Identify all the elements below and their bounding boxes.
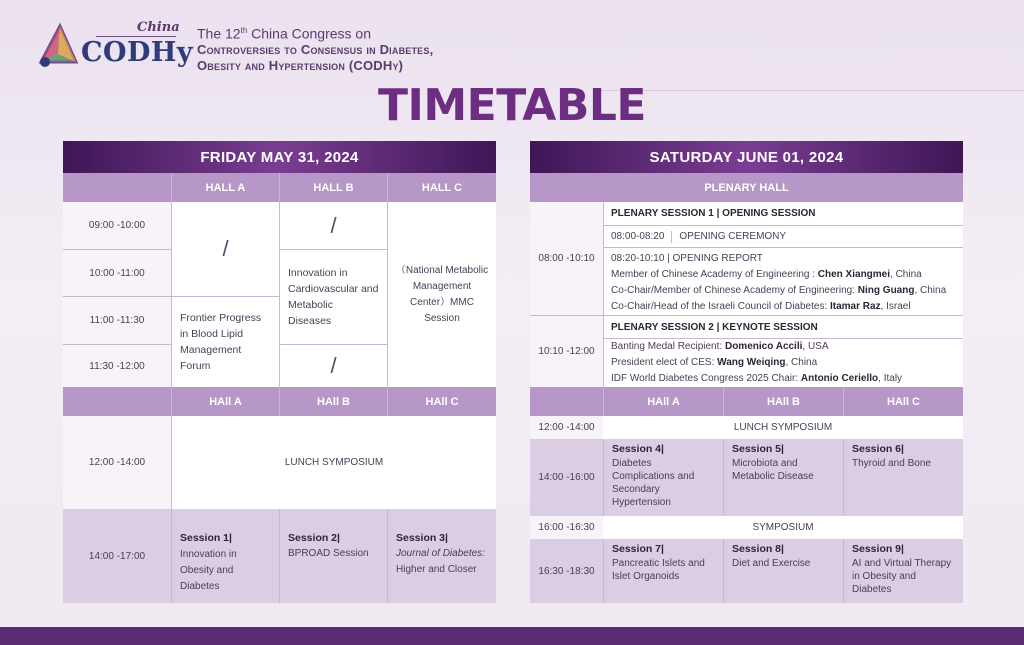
congress-line-3: Obesity and Hypertension (CODHy) — [197, 57, 404, 73]
saturday-lunch-time: 12:00 -14:00 — [530, 416, 603, 439]
saturday-hall-a-header: HAll A — [603, 387, 723, 416]
friday-hall-a-session: Frontier Progress in Blood Lipid Management Forum — [171, 296, 279, 387]
friday-session-3: Session 3| Journal of Diabetes: Higher and Closer — [387, 509, 496, 603]
saturday-session-9: Session 9| AI and Virtual Therapy in Obesity and Diabetes — [843, 539, 963, 603]
saturday-session-4: Session 4| Diabetes Complications and Secondary Hypertension — [603, 439, 723, 516]
saturday-header-blank — [530, 387, 603, 416]
saturday-session-8: Session 8| Diet and Exercise — [723, 539, 843, 603]
p2-speaker-3: IDF World Diabetes Congress 2025 Chair: Antonio Ceriello, Italy — [611, 373, 903, 384]
ceremony-divider — [671, 231, 672, 243]
saturday-block2-time: 16:30 -18:30 — [530, 539, 603, 603]
friday-hall-c-session: （National Metabolic Management Center）MMC Session — [387, 202, 496, 387]
friday-panel — [63, 141, 496, 603]
plenary-1-title: PLENARY SESSION 1 | OPENING SESSION — [603, 202, 963, 225]
friday-pm-hall-a-header: HAll A — [171, 387, 279, 416]
codhy-logo — [38, 20, 194, 75]
saturday-hall-c-header: HAll C — [843, 387, 963, 416]
saturday-symposium: SYMPOSIUM — [752, 522, 814, 533]
friday-session-1: Session 1| Innovation in Obesity and Diabetes — [171, 509, 279, 603]
plenary-2-title: PLENARY SESSION 2 | KEYNOTE SESSION — [603, 315, 963, 338]
friday-pm-hall-b-header: HAll B — [279, 387, 387, 416]
congress-line-1: The 12th China Congress on — [197, 25, 372, 42]
p2-speaker-1: Banting Medal Recipient: Domenico Accili, USA — [611, 341, 829, 352]
friday-hall-b-empty-top: / — [279, 202, 387, 249]
plenary-hall-header: PLENARY HALL — [530, 173, 963, 202]
congress-line-2: Controversies to Consensus in Diabetes, — [197, 41, 434, 57]
triangle-logo-icon — [38, 22, 80, 72]
friday-session-2: Session 2| BPROAD Session — [279, 509, 387, 603]
p1-speaker-2: Co-Chair/Member of Chinese Academy of Engineering: Ning Guang, China — [611, 285, 947, 296]
saturday-block1-time: 14:00 -16:00 — [530, 439, 603, 516]
saturday-session-6: Session 6| Thyroid and Bone — [843, 439, 963, 516]
p1-speaker-1: Member of Chinese Academy of Engineering : Chen Xiangmei, China — [611, 269, 922, 280]
p2-speaker-2: President elect of CES: Wang Weiqing, China — [611, 357, 818, 368]
friday-header-blank — [63, 173, 171, 202]
friday-time-1100: 11:00 -11:30 — [63, 296, 171, 344]
friday-time-1000: 10:00 -11:00 — [63, 249, 171, 296]
friday-hall-c-header: HALL C — [387, 173, 496, 202]
friday-hall-b-header: HALL B — [279, 173, 387, 202]
logo-codhy-text: CODHy — [81, 37, 194, 68]
friday-hall-a-header: HALL A — [171, 173, 279, 202]
friday-hall-b-session: Innovation in Cardiovascular and Metabolic Diseases — [279, 249, 387, 344]
saturday-session-7: Session 7| Pancreatic Islets and Islet Organoids — [603, 539, 723, 603]
saturday-session-5: Session 5| Microbiota and Metabolic Disease — [723, 439, 843, 516]
friday-hall-b-empty-bottom: / — [279, 344, 387, 387]
friday-pm-header-blank — [63, 387, 171, 416]
friday-lunch-time: 12:00 -14:00 — [63, 416, 171, 509]
friday-pm-hall-c-header: HAll C — [387, 387, 496, 416]
plenary-2-time: 10:10 -12:00 — [530, 315, 603, 387]
p1-speaker-3: Co-Chair/Head of the Israeli Council of Diabetes: Itamar Raz, Israel — [611, 301, 911, 312]
saturday-panel — [530, 141, 963, 603]
saturday-lunch-symposium: LUNCH SYMPOSIUM — [733, 422, 833, 433]
plenary-1-time: 08:00 -10:10 — [530, 202, 603, 315]
friday-lunch-symposium: LUNCH SYMPOSIUM — [171, 416, 496, 509]
keynote-session — [603, 338, 963, 387]
congress-title — [197, 23, 433, 74]
footer-bar — [0, 627, 1024, 645]
saturday-hall-b-header: HAll B — [723, 387, 843, 416]
friday-time-1130: 11:30 -12:00 — [63, 344, 171, 387]
friday-banner: FRIDAY MAY 31, 2024 — [63, 141, 496, 173]
opening-report: 08:20-10:10 | OPENING REPORT Member of Chinese Academy of Engineering : Chen Xiangmei, China Co-Chair/Member of Chinese Academy of Engineering: Ning Guang, China Co-Chair/Head of the Israeli Council of Diabetes: Itamar Raz, Israel — [603, 247, 963, 315]
friday-time-0900: 09:00 -10:00 — [63, 202, 171, 249]
page-title: TIMETABLE — [377, 80, 646, 131]
friday-pm-time: 14:00 -17:00 — [63, 509, 171, 603]
logo-china-text: China — [137, 20, 180, 35]
friday-hall-a-empty: / — [171, 202, 279, 296]
saturday-symp-time: 16:00 -16:30 — [530, 516, 603, 539]
saturday-banner: SATURDAY JUNE 01, 2024 — [530, 141, 963, 173]
opening-ceremony: 08:00-08:20 OPENING CEREMONY — [603, 225, 963, 247]
